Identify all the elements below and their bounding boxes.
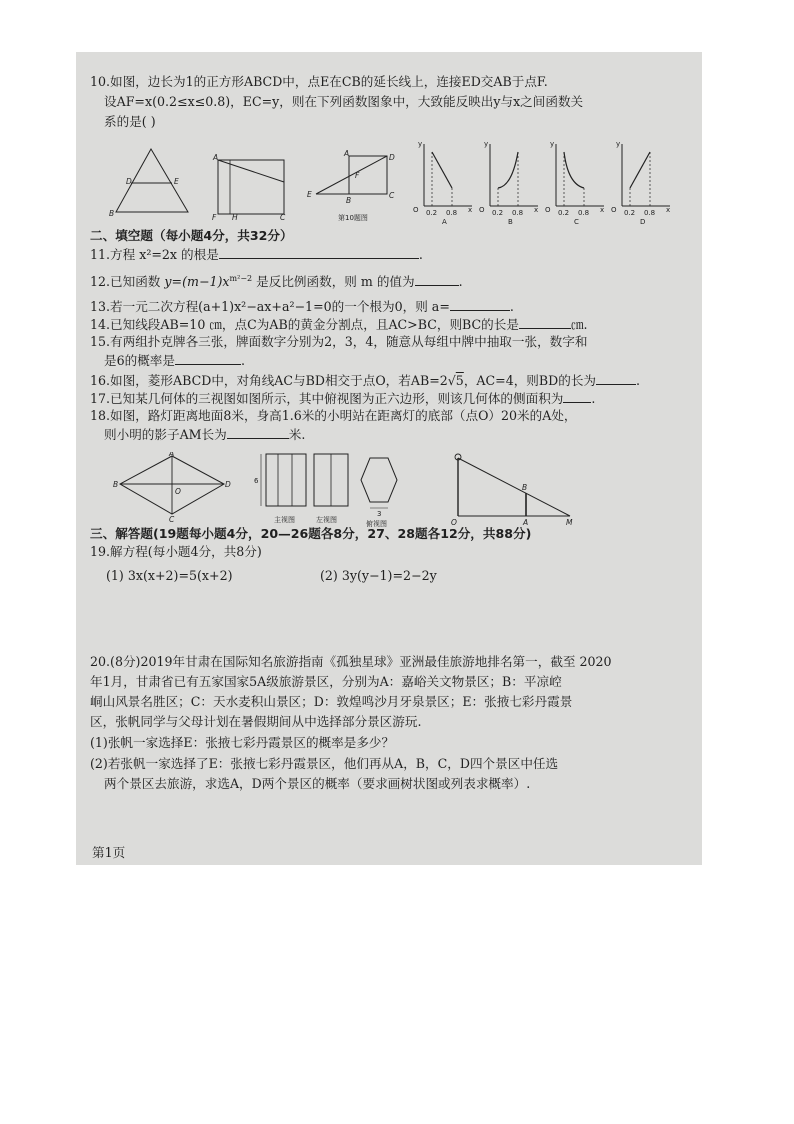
q14-unit: ㎝. [570, 317, 588, 332]
q10-graph-a [410, 138, 476, 224]
q12-answer-blank [415, 273, 459, 286]
q10-graph-d-t2: 0.8 [644, 209, 656, 217]
q14 [90, 316, 588, 333]
q15-line-2: 是6的概率是 . [104, 353, 245, 368]
q10-graph-c [542, 138, 608, 224]
q14-answer-blank [519, 316, 571, 329]
q16-answer-blank [596, 372, 636, 385]
rhombus-label-d: D [225, 480, 231, 489]
q15-answer-blank [175, 352, 241, 365]
q18-line-1: 18.如图，路灯距离地面8米，身高1.6米的小明站在距离灯的底部（点O）20米的A处， [90, 408, 577, 423]
q10-sq-label-f: F [355, 171, 360, 180]
q10-graph-c-x: x [600, 206, 605, 214]
q18-text: 则小明的影子AM长为 [104, 427, 227, 442]
q10-trap-label-f: F [212, 213, 217, 222]
side-view-label: 左视图 [316, 516, 337, 524]
q10-line-1: 10.如图，边长为1的正方形ABCD中，点E在CB的延长线上，连接ED交AB于点F. [90, 74, 548, 89]
lamp-label-a: A [523, 518, 529, 527]
q16-post: ，AC=4，则BD的长为 [463, 373, 597, 388]
q12-pre: 12.已知函数 [90, 274, 161, 290]
q16-root: 5 [455, 373, 464, 388]
q13-text: 13.若一元二次方程(a+1)x²−ax+a²−1=0的一个根为0，则 a= [90, 299, 450, 314]
lamp-label-o: O [451, 518, 457, 527]
q10-graph-d-t1: 0.2 [624, 209, 636, 217]
q10-graph-a-t2: 0.8 [446, 209, 458, 217]
q10-trapezoid-figure [208, 152, 294, 222]
q17: 17.已知某几何体的三视图如图所示，其中俯视图为正六边形，则该几何体的侧面积为 . [90, 391, 596, 406]
q10-graph-d-y: y [616, 140, 621, 148]
q10-graph-a-y: y [418, 140, 423, 148]
q10-sq-label-d: D [389, 153, 395, 162]
q10-trap-label-a: A [213, 153, 219, 162]
q10-tri-label-b: B [109, 209, 115, 218]
section-2-title: 二、填空题（每小题4分，共32分） [90, 228, 293, 243]
q15-text: 是6的概率是 [104, 353, 175, 368]
q10-graph-b-t2: 0.8 [512, 209, 524, 217]
q10-graph-b-y: y [484, 140, 489, 148]
q20-line-2: 年1月，甘肃省已有五家国家5A级旅游景区，分别为A：嘉峪关文物景区；B：平凉崆 [90, 674, 562, 689]
q10-graph-d-o: O [611, 206, 617, 214]
q20-line-3: 峒山风景名胜区；C：天水麦积山景区；D：敦煌鸣沙月牙泉景区；E：张掖七彩丹霞景 [90, 694, 573, 709]
q15-line-1: 15.有两组扑克牌各三张，牌面数字分别为2，3，4，随意从每组中牌中抽取一张，数字和 [90, 334, 588, 349]
q10-graph-b-x: x [534, 206, 539, 214]
q12-exponent: m²−2 [229, 274, 253, 283]
q10-graph-b-o: O [479, 206, 485, 214]
q10-trap-label-c: C [280, 213, 286, 222]
rhombus-figure [112, 452, 232, 522]
page-number: 第1页 [92, 845, 126, 860]
lamp-label-b: B [522, 483, 528, 492]
front-view-height: 6 [254, 477, 259, 485]
top-view-width: 3 [377, 510, 382, 518]
q11-answer-blank [219, 246, 419, 259]
rhombus-label-o: O [175, 487, 181, 496]
q11: 11.方程 x²=2x 的根是 . [90, 247, 423, 262]
lamp-shadow-figure [446, 448, 581, 528]
rhombus-label-c: C [169, 515, 175, 522]
q10-sq-label-c: C [389, 191, 395, 200]
q10-sq-label-e: E [307, 190, 312, 199]
q10-sq-label-a: A [344, 149, 350, 158]
q10-tri-label-e: E [174, 177, 179, 186]
q10-trap-label-h: H [232, 213, 238, 222]
q10-graph-c-label: C [574, 218, 579, 224]
q10-sq-label-b: B [346, 196, 352, 205]
q10-graph-a-o: O [413, 206, 419, 214]
exam-page [76, 52, 702, 865]
q10-tri-label-d: D [126, 177, 132, 186]
q10-graph-d [608, 138, 674, 224]
q10-graph-c-y: y [550, 140, 555, 148]
q19-part-2: (2) 3y(y−1)=2−2y [320, 568, 437, 583]
q20-line-1: 20.(8分)2019年甘肃在国际知名旅游指南《孤独星球》亚洲最佳旅游地排名第一，截至 2020 [90, 654, 612, 669]
q17-answer-blank [563, 390, 591, 403]
q12-formula: y=(m−1)x [164, 274, 230, 290]
q10-graph-a-x: x [468, 206, 473, 214]
front-view-label: 主视图 [274, 516, 295, 524]
q12: 12.已知函数 $y=(m-1)x^{m^2-2}$ 是反比例函数，则 m 的值为 . [90, 274, 463, 290]
q16-pre: 16.如图，菱形ABCD中，对角线AC与BD相交于点O，若AB=2 [90, 373, 448, 388]
q10-line-3: 系的是( ) [104, 114, 156, 129]
q16: 16.如图，菱形ABCD中，对角线AC与BD相交于点O，若AB=2√5，AC=4，则BD的长为 . [90, 373, 641, 388]
q13-answer-blank [450, 298, 510, 311]
q10-graph-c-t2: 0.8 [578, 209, 590, 217]
q10-graph-c-o: O [545, 206, 551, 214]
q10-graph-b-t1: 0.2 [492, 209, 504, 217]
q10-graph-b [476, 138, 542, 224]
rhombus-label-b: B [113, 480, 119, 489]
q10-graph-c-t1: 0.2 [558, 209, 570, 217]
q10-triangle-figure [106, 144, 196, 219]
q17-text: 17.已知某几何体的三视图如图所示，其中俯视图为正六边形，则该几何体的侧面积为 [90, 391, 564, 406]
q19-part-1: (1) 3x(x+2)=5(x+2) [106, 568, 233, 583]
q13: 13.若一元二次方程(a+1)x²−ax+a²−1=0的一个根为0，则 a= . [90, 299, 514, 314]
section-3-title: 三、解答题(19题每小题4分，20—26题各8分，27、28题各12分，共88分) [90, 526, 532, 541]
q10-graph-d-x: x [666, 206, 671, 214]
q10-graph-a-t1: 0.2 [426, 209, 438, 217]
q10-graph-d-label: D [640, 218, 646, 224]
q18-answer-blank [227, 426, 289, 439]
q10-line-2: 设AF=x(0.2≤x≤0.8)，EC=y，则在下列函数图象中，大致能反映出y与x之间函数关 [104, 94, 584, 109]
q20-line-7: 两个景区去旅游，求选A，D两个景区的概率（要求画树状图或列表求概率）. [104, 776, 531, 791]
q18-unit: 米. [288, 427, 306, 442]
lamp-label-m: M [566, 518, 573, 527]
q10-graph-a-label: A [442, 218, 447, 224]
q10-square-figure [304, 148, 399, 228]
q20-line-4: 区，张帆同学与父母计划在暑假期间从中选择部分景区游玩. [90, 714, 422, 729]
q18-line-2 [104, 426, 305, 443]
q20-line-6: (2)若张帆一家选择了E：张掖七彩丹霞景区，他们再从A，B，C，D四个景区中任选 [90, 756, 559, 771]
q11-text: 11.方程 x²=2x 的根是 [90, 247, 219, 262]
three-views-figure [252, 450, 417, 528]
top-view-label: 俯视图 [366, 520, 387, 528]
q12-post: 是反比例函数，则 m 的值为 [256, 274, 415, 290]
rhombus-label-a: A [169, 452, 175, 458]
q10-graph-b-label: B [508, 218, 513, 224]
q10-figure-caption: 第10题图 [338, 214, 368, 222]
q20-line-5: (1)张帆一家选择E：张掖七彩丹霞景区的概率是多少？ [90, 735, 395, 750]
q14-text: 14.已知线段AB=10 ㎝，点C为AB的黄金分割点，且AC>BC，则BC的长是 [90, 317, 519, 332]
q19-title: 19.解方程(每小题4分，共8分) [90, 544, 262, 559]
